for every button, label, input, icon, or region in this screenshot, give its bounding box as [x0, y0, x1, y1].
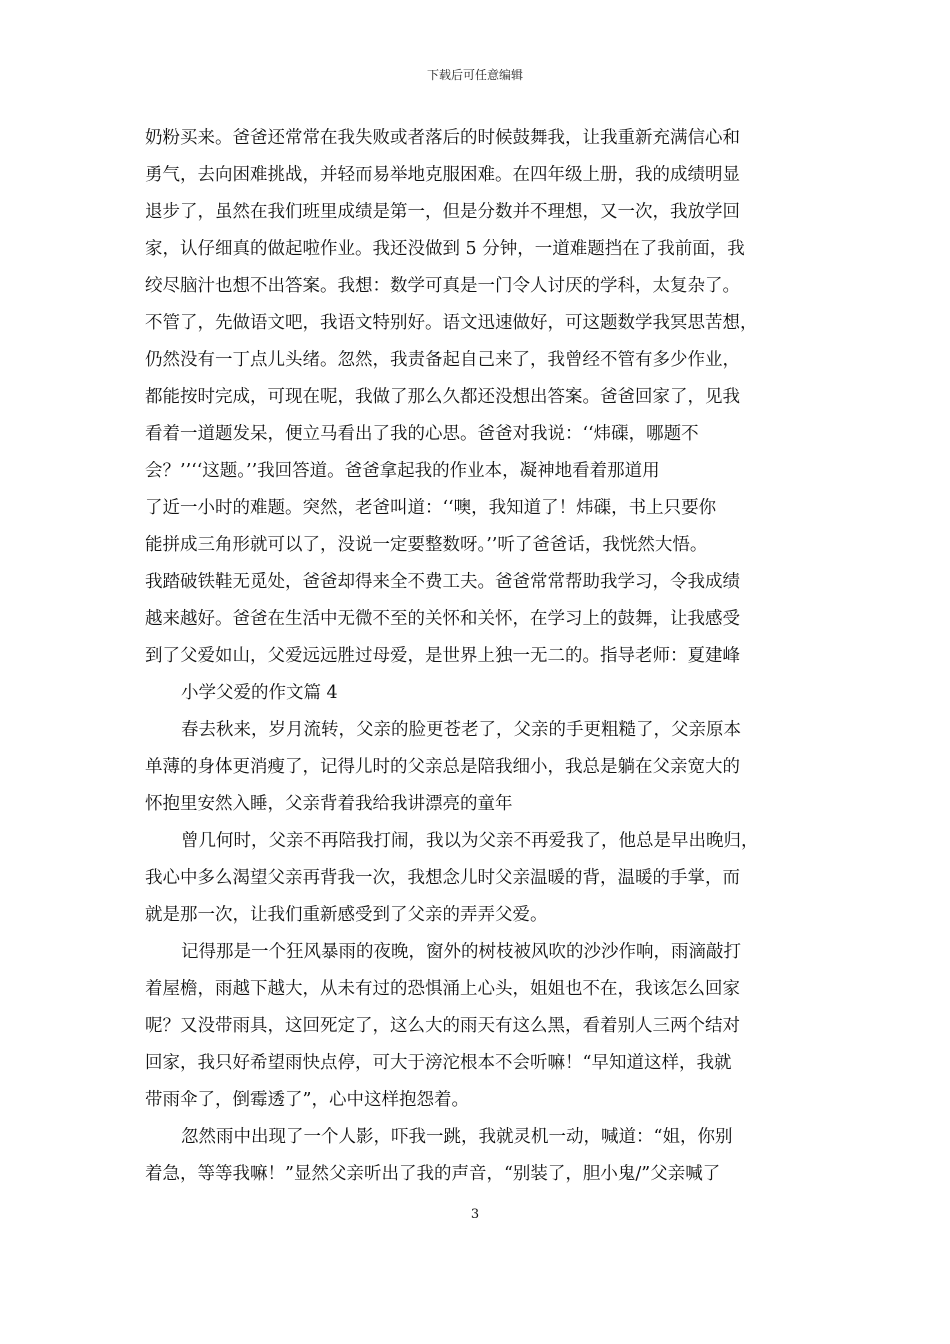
text-line: 绞尽脑汁也想不出答案。我想：数学可真是一门令人讨厌的学科，太复杂了。 [145, 276, 740, 296]
text-line: 记得那是一个狂风暴雨的夜晚，窗外的树枝被风吹的沙沙作响，雨滴敲打 [181, 942, 741, 962]
section-heading: 小学父爱的作文篇 4 [181, 683, 338, 703]
text-line: 我心中多么渴望父亲再背我一次，我想念儿时父亲温暖的背，温暖的手掌，而 [145, 868, 740, 888]
text-line: 曾几何时，父亲不再陪我打闹，我以为父亲不再爱我了，他总是早出晚归， [181, 831, 759, 851]
text-line: 看着一道题发呆，便立马看出了我的心思。爸爸对我说：‘‘炜磲，哪题不 [145, 424, 699, 444]
text-line: 我踏破铁鞋无觅处，爸爸却得来全不费工夫。爸爸常常帮助我学习，令我成绩 [145, 572, 740, 592]
text-line: 呢？又没带雨具，这回死定了，这么大的雨天有这么黑，看着别人三两个结对 [145, 1016, 740, 1036]
text-line: 带雨伞了，倒霉透了”，心中这样抱怨着。 [145, 1090, 469, 1110]
text-line: 仍然没有一丁点儿头绪。忽然，我责备起自己来了，我曾经不管有多少作业， [145, 350, 740, 370]
text-line: 春去秋来，岁月流转，父亲的脸更苍老了，父亲的手更粗糙了，父亲原本 [181, 720, 741, 740]
page-header: 下载后可任意编辑 [426, 68, 523, 82]
text-line: 退步了，虽然在我们班里成绩是第一，但是分数并不理想，又一次，我放学回 [145, 202, 740, 222]
document-body [145, 120, 810, 1193]
text-line: 着急，等等我嘛！”显然父亲听出了我的声音，“别装了，胆小鬼/”父亲喊了 [145, 1164, 721, 1184]
text-line: 越来越好。爸爸在生活中无微不至的关怀和关怀，在学习上的鼓舞，让我感受 [145, 609, 740, 629]
text-line: 就是那一次，让我们重新感受到了父亲的弄弄父爱。 [145, 905, 548, 925]
text-line: 怀抱里安然入睡，父亲背着我给我讲漂亮的童年 [145, 794, 513, 814]
text-line: 奶粉买来。爸爸还常常在我失败或者落后的时候鼓舞我，让我重新充满信心和 [145, 128, 740, 148]
text-line: 单薄的身体更消瘦了，记得儿时的父亲总是陪我细小，我总是躺在父亲宽大的 [145, 757, 740, 777]
text-line: 不管了，先做语文吧，我语文特别好。语文迅速做好，可这题数学我冥思苦想， [145, 313, 758, 333]
text-line: 了近一小时的难题。突然，老爸叫道：‘‘噢，我知道了！炜磲，书上只要你 [145, 498, 717, 518]
text-line: 忽然雨中出现了一个人影，吓我一跳，我就灵机一动，喊道：“姐，你别 [181, 1127, 733, 1147]
text-line: 能拼成三角形就可以了，没说一定要整数呀。’’听了爸爸话，我恍然大悟。 [145, 535, 708, 555]
text-line: 勇气，去向困难挑战，并轻而易举地克服困难。在四年级上册，我的成绩明显 [145, 165, 740, 185]
text-line: 到了父爱如山，父爱远远胜过母爱，是世界上独一无二的。指导老师：夏建峰 [145, 646, 740, 666]
text-line: 会？’’‘‘这题。’’我回答道。爸爸拿起我的作业本，凝神地看着那道用 [145, 461, 660, 481]
text-line: 回家，我只好希望雨快点停，可大于滂沱根本不会听嘛！“早知道这样，我就 [145, 1053, 732, 1073]
text-line: 家，认仔细真的做起啦作业。我还没做到 5 分钟，一道难题挡在了我前面，我 [145, 239, 745, 259]
page-number: 3 [470, 1207, 480, 1222]
text-line: 都能按时完成，可现在呢，我做了那么久都还没想出答案。爸爸回家了，见我 [145, 387, 740, 407]
text-line: 着屋檐，雨越下越大，从未有过的恐惧涌上心头，姐姐也不在，我该怎么回家 [145, 979, 740, 999]
